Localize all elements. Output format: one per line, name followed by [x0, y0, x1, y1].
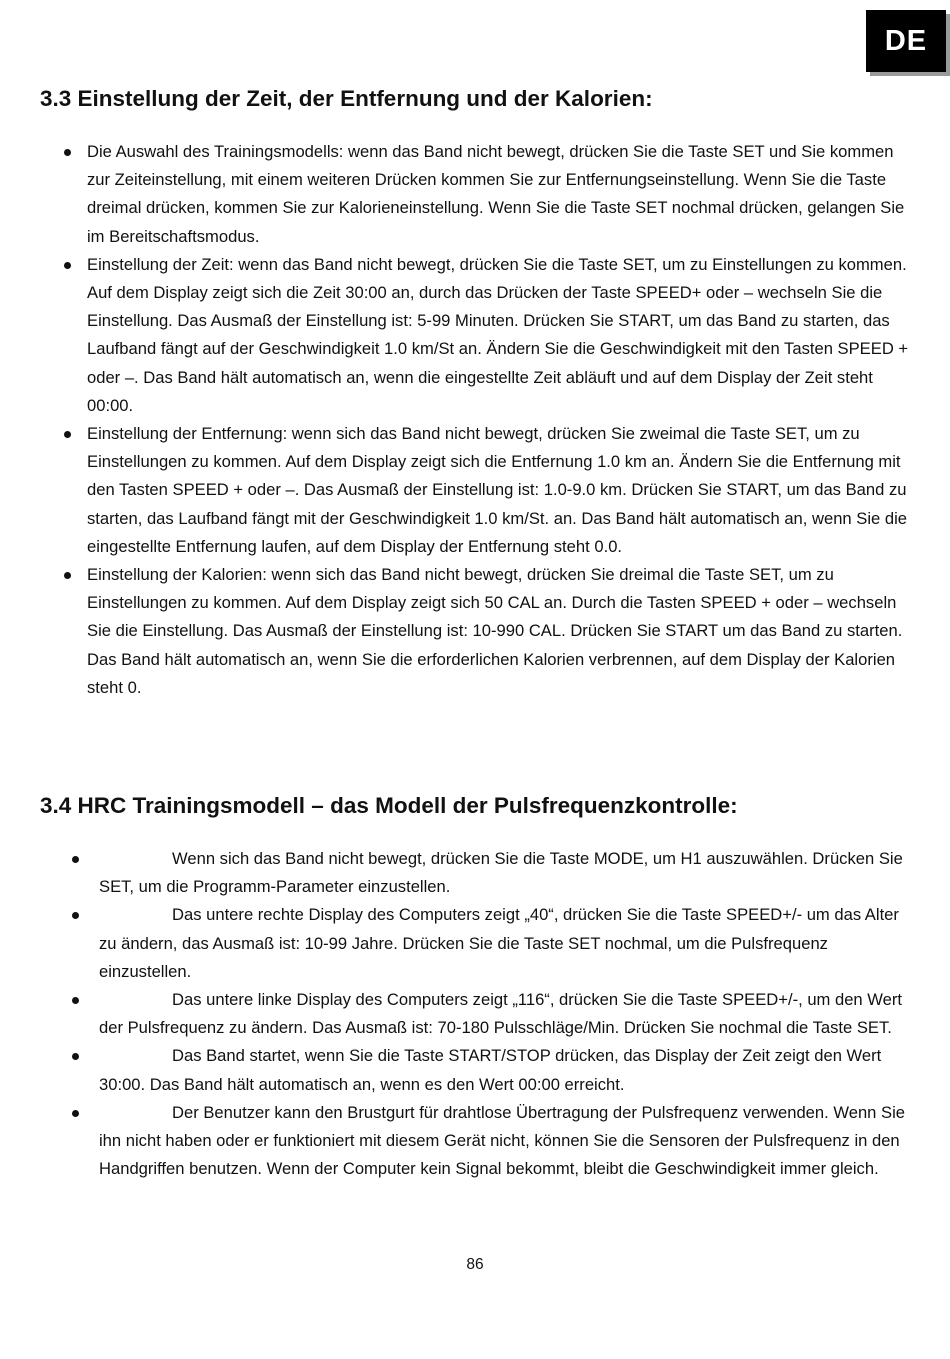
list-item-text: Das Band startet, wenn Sie die Taste START/STOP drücken, das Display der Zeit zeigt den Wert 30:00. Das Band hält automatisch an, wenn es den Wert 00:00 erreicht. [99, 1046, 882, 1094]
settings-bullet-list [58, 138, 913, 702]
list-item [68, 1099, 913, 1184]
list-item: Einstellung der Zeit: wenn das Band nicht bewegt, drücken Sie die Taste SET, um zu Einstellungen zu kommen. Auf dem Display zeigt sich die Zeit 30:00 an, durch das Drücken der Taste SPEED+ oder – wechseln Sie die Einstellung. Das Ausmaß der Einstellung ist: 5-99 Minuten. Drücken Sie START, um das Band zu starten, das Laufband fängt auf der Geschwindigkeit 1.0 km/St an. Ändern Sie die Geschwindigkeit mit den Tasten SPEED + oder –. Das Band hält automatisch an, wenn die eingestellte Zeit abläuft und auf dem Display der Zeit steht 00:00. [58, 251, 913, 420]
list-item [68, 901, 913, 986]
list-item [68, 986, 913, 1042]
language-badge: DE [866, 10, 946, 72]
list-item: Einstellung der Entfernung: wenn sich das Band nicht bewegt, drücken Sie zweimal die Taste SET, um zu Einstellungen zu kommen. Auf dem Display zeigt sich die Entfernung 1.0 km an. Ändern Sie die Entfernung mit den Tasten SPEED + oder –. Das Ausmaß der Einstellung ist: 1.0-9.0 km. Drücken Sie START, um das Band zu starten, das Laufband fängt mit der Geschwindigkeit 1.0 km/St. an. Das Band hält automatisch an, wenn Sie die eingestellte Entfernung laufen, auf dem Display der Entfernung steht 0.0. [58, 420, 913, 561]
list-item [68, 1042, 913, 1098]
hrc-bullet-list [68, 845, 913, 1183]
list-item-text: Der Benutzer kann den Brustgurt für drahtlose Übertragung der Pulsfrequenz verwenden. Wenn Sie ihn nicht haben oder er funktioniert mit diesem Gerät nicht, können Sie die Sensoren der Pulsfrequenz in den Handgriffen benutzen. Wenn der Computer kein Signal bekommt, bleibt die Geschwindigkeit immer gleich. [99, 1102, 906, 1179]
list-item-text: Das untere rechte Display des Computers zeigt „40“, drücken Sie die Taste SPEED+/- um das Alter zu ändern, das Ausmaß ist: 10-99 Jahre. Drücken Sie die Taste SET nochmal, um die Pulsfrequenz einzustellen. [99, 905, 899, 981]
list-item: Die Auswahl des Trainingsmodells: wenn das Band nicht bewegt, drücken Sie die Taste SET und Sie kommen zur Zeiteinstellung, mit einem weiteren Drücken kommen Sie zur Entfernungseinstellung. Wenn Sie die Taste dreimal drücken, kommen Sie zur Kalorieneinstellung. Wenn Sie die Taste SET nochmal drücken, gelangen Sie im Bereitschaftsmodus. [58, 138, 913, 251]
section-title-hrc-training: 3.4 HRC Trainingsmodell – das Modell der Pulsfrequenzkontrolle: [40, 793, 738, 818]
list-item-text: Wenn sich das Band nicht bewegt, drücken Sie die Taste MODE, um H1 auszuwählen. Drücken Sie SET, um die Programm-Parameter einzustellen. [99, 849, 903, 897]
section-title-time-distance-calories: 3.3 Einstellung der Zeit, der Entfernung und der Kalorien: [40, 86, 653, 111]
list-item-text: Das untere linke Display des Computers zeigt „116“, drücken Sie die Taste SPEED+/-, um den Wert der Pulsfrequenz zu ändern. Das Ausmaß ist: 70-180 Pulsschläge/Min. Drücken Sie nochmal die Taste SET. [99, 990, 903, 1038]
list-item [68, 845, 913, 901]
page-number: 86 [466, 1256, 484, 1273]
list-item: Einstellung der Kalorien: wenn sich das Band nicht bewegt, drücken Sie dreimal die Taste SET, um zu Einstellungen zu kommen. Auf dem Display zeigt sich 50 CAL an. Durch die Tasten SPEED + oder – wechseln Sie die Einstellung. Das Ausmaß der Einstellung ist: 10-990 CAL. Drücken Sie START um das Band zu starten. Das Band hält automatisch an, wenn Sie die erforderlichen Kalorien verbrennen, auf dem Display der Kalorien steht 0. [58, 561, 913, 702]
